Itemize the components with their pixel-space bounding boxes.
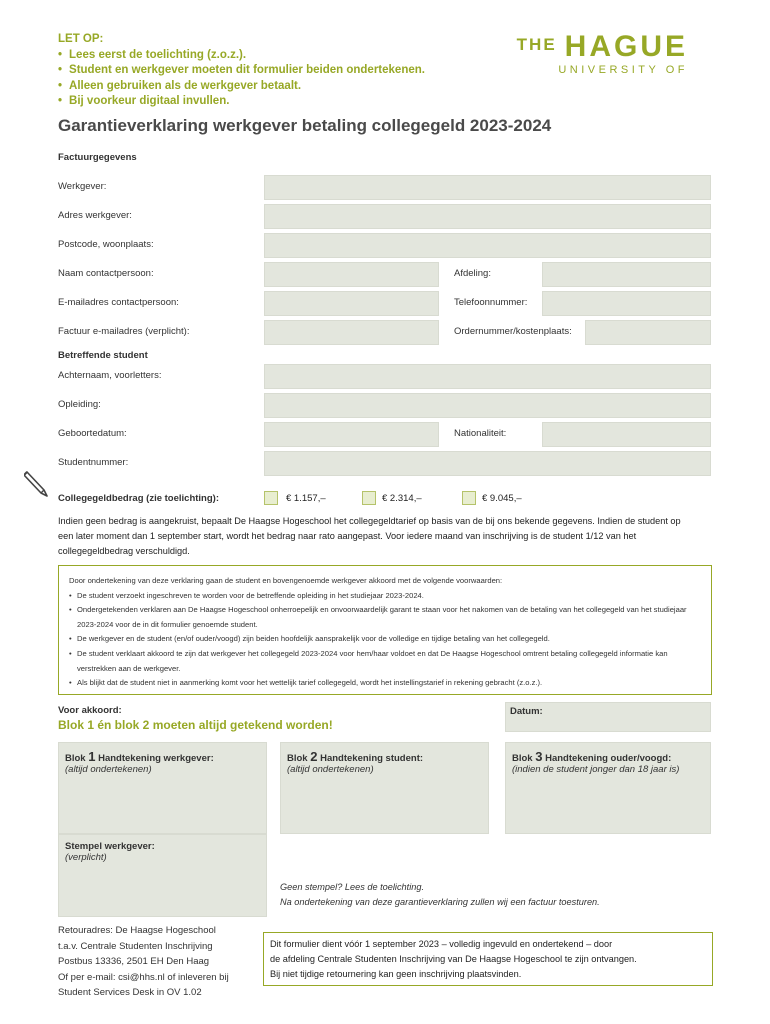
opleiding-label: Opleiding:	[58, 399, 101, 410]
notice-heading: LET OP:	[58, 33, 104, 45]
return-address-line: Of per e-mail: csi@hhs.nl of inleveren bij	[58, 971, 229, 983]
no-stamp-note	[280, 880, 600, 910]
factuur-email-field[interactable]	[264, 320, 439, 345]
fee-label: Collegegeldbedrag (zie toelichting):	[58, 493, 219, 504]
return-address-line: Student Services Desk in OV 1.02	[58, 987, 202, 998]
geboortedatum-field[interactable]	[264, 422, 439, 447]
contact-email-label: E-mailadres contactpersoon:	[58, 297, 179, 308]
fee-checkbox-2[interactable]	[362, 491, 376, 505]
blok-number: 3	[535, 749, 543, 764]
must-sign-warning: Blok 1 én blok 2 moeten altijd getekend worden!	[58, 718, 333, 732]
signature-block-student[interactable]	[280, 742, 489, 834]
terms-box	[58, 565, 712, 695]
stamp-subtitle: (verplicht)	[65, 852, 107, 863]
blok-prefix: Blok	[287, 753, 308, 764]
return-address-line: Postbus 13336, 2501 EH Den Haag	[58, 956, 210, 967]
pen-icon	[24, 470, 50, 498]
return-address-line: Retouradres: De Haagse Hogeschool	[58, 925, 216, 936]
studentnummer-label: Studentnummer:	[58, 457, 129, 468]
afdeling-field[interactable]	[542, 262, 711, 287]
nationaliteit-field[interactable]	[542, 422, 711, 447]
notice-item: • Lees eerst de toelichting (z.o.z.).	[58, 48, 425, 64]
invoice-section-heading: Factuurgegevens	[58, 152, 137, 163]
werkgever-field[interactable]	[264, 175, 711, 200]
university-logo	[478, 32, 688, 80]
return-address	[58, 923, 229, 1001]
signature-block-employer[interactable]	[58, 742, 267, 834]
signature-block-guardian[interactable]	[505, 742, 711, 834]
terms-item: • Ondergetekenden verklaren aan De Haagse Hogeschool onherroepelijk en onvoorwaardelijk garant te staan voor het nakomen van de betaling van het collegegeld van het studiejaar 2023-2024 voor de in dit formulier genoemde student.	[69, 603, 701, 632]
contact-naam-field[interactable]	[264, 262, 439, 287]
deadline-line: Dit formulier dient vóór 1 september 2023 – volledig ingevuld en ondertekend – door	[270, 939, 613, 949]
notice-item: • Student en werkgever moeten dit formulier beiden ondertekenen.	[58, 63, 425, 79]
postcode-field[interactable]	[264, 233, 711, 258]
blok-number: 1	[88, 749, 96, 764]
deadline-line: de afdeling Centrale Studenten Inschrijving van De Haagse Hogeschool te zijn ontvangen.	[270, 954, 637, 964]
stamp-block[interactable]	[58, 834, 267, 917]
blok-subtitle: (indien de student jonger dan 18 jaar is)	[512, 764, 680, 775]
ordernummer-label: Ordernummer/kostenplaats:	[454, 326, 572, 337]
notice-item: • Bij voorkeur digitaal invullen.	[58, 94, 425, 110]
terms-item: • De student verklaart akkoord te zijn dat werkgever het collegegeld 2023-2024 voor hem/haar voldoet en dat De Haagse Hogeschool omtrent betaling collegegeld informatie kan verstrekken aan de werkgever.	[69, 647, 701, 676]
fee-option-3: € 9.045,–	[482, 493, 522, 504]
fee-option-1: € 1.157,–	[286, 493, 326, 504]
adres-field[interactable]	[264, 204, 711, 229]
contact-email-field[interactable]	[264, 291, 439, 316]
factuur-email-label: Factuur e-mailadres (verplicht):	[58, 326, 190, 337]
blok-subtitle: (altijd ondertekenen)	[65, 764, 152, 775]
blok-prefix: Blok	[512, 753, 533, 764]
student-section-heading: Betreffende student	[58, 350, 148, 361]
deadline-box	[263, 932, 713, 986]
return-address-line: t.a.v. Centrale Studenten Inschrijving	[58, 940, 213, 952]
fee-checkbox-3[interactable]	[462, 491, 476, 505]
geboortedatum-label: Geboortedatum:	[58, 428, 127, 439]
page-title: Garantieverklaring werkgever betaling collegegeld 2023-2024	[58, 116, 552, 135]
blok-title: Handtekening ouder/voogd:	[545, 753, 672, 764]
telefoon-field[interactable]	[542, 291, 711, 316]
notice-item: • Alleen gebruiken als de werkgever betaalt.	[58, 79, 425, 95]
datum-label: Datum:	[510, 706, 543, 717]
logo-subtitle: UNIVERSITY OF	[558, 64, 688, 76]
werkgever-label: Werkgever:	[58, 181, 107, 192]
voor-akkoord-label: Voor akkoord:	[58, 705, 122, 716]
deadline-line: Bij niet tijdige retournering kan geen inschrijving plaatsvinden.	[270, 969, 522, 979]
no-stamp-line-1: Geen stempel? Lees de toelichting.	[280, 882, 425, 892]
contact-naam-label: Naam contactpersoon:	[58, 268, 154, 279]
afdeling-label: Afdeling:	[454, 268, 491, 279]
opleiding-field[interactable]	[264, 393, 711, 418]
blok-number: 2	[310, 749, 318, 764]
student-naam-field[interactable]	[264, 364, 711, 389]
stamp-title: Stempel werkgever:	[65, 841, 155, 852]
fee-option-2: € 2.314,–	[382, 493, 422, 504]
studentnummer-field[interactable]	[264, 451, 711, 476]
terms-item: • De werkgever en de student (en/of ouder/voogd) zijn beiden hoofdelijk aansprakelijk voor de volledige en tijdige betaling van het collegegeld.	[69, 632, 701, 647]
terms-item: • Als blijkt dat de student niet in aanmerking komt voor het wettelijk tarief collegegeld, wordt het instellingstarief in rekening gebracht (z.o.z.).	[69, 676, 701, 691]
adres-label: Adres werkgever:	[58, 210, 132, 221]
student-naam-label: Achternaam, voorletters:	[58, 370, 162, 381]
nationaliteit-label: Nationaliteit:	[454, 428, 507, 439]
fee-checkbox-1[interactable]	[264, 491, 278, 505]
terms-intro: Door ondertekening van deze verklaring gaan de student en bovengenoemde werkgever akkoord met de volgende voorwaarden:	[69, 576, 503, 585]
fee-explanation: Indien geen bedrag is aangekruist, bepaalt De Haagse Hogeschool het collegegeldtarief op basis van de bij ons bekende gegevens. Indien de student op een later moment dan 1 september start, wordt het bedrag naar rato aangepast. Voor iedere maand van inschrijving is de student 1/12 van het collegegeldbedrag verschuldigd.	[58, 516, 681, 556]
ordernummer-field[interactable]	[585, 320, 711, 345]
telefoon-label: Telefoonnummer:	[454, 297, 528, 308]
logo-the: THE	[516, 35, 557, 54]
blok-subtitle: (altijd ondertekenen)	[287, 764, 374, 775]
notice-block	[58, 32, 425, 110]
blok-prefix: Blok	[65, 753, 86, 764]
no-stamp-line-2: Na ondertekening van deze garantieverklaring zullen wij een factuur toesturen.	[280, 897, 600, 907]
postcode-label: Postcode, woonplaats:	[58, 239, 154, 250]
terms-item: • De student verzoekt ingeschreven te worden voor de betreffende opleiding in het studiejaar 2023-2024.	[69, 589, 701, 604]
blok-title: Handtekening student:	[320, 753, 424, 764]
blok-title: Handtekening werkgever:	[98, 753, 214, 764]
logo-hague: HAGUE	[564, 30, 688, 63]
